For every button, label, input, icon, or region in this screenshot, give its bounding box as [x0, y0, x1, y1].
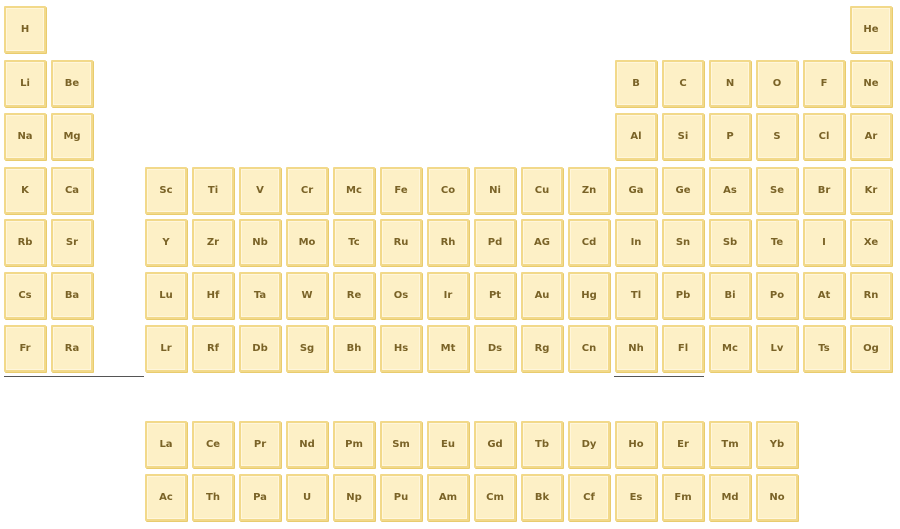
element-cell-cl[interactable]: Cl: [803, 113, 845, 160]
element-cell-ca[interactable]: Ca: [51, 167, 93, 214]
element-cell-ar[interactable]: Ar: [850, 113, 892, 160]
element-cell-tl[interactable]: Tl: [615, 272, 657, 319]
element-cell-ag[interactable]: AG: [521, 219, 563, 266]
element-cell-zr[interactable]: Zr: [192, 219, 234, 266]
element-cell-re[interactable]: Re: [333, 272, 375, 319]
element-cell-ts[interactable]: Ts: [803, 325, 845, 372]
element-cell-cs[interactable]: Cs: [4, 272, 46, 319]
element-cell-la[interactable]: La: [145, 421, 187, 468]
element-cell-np[interactable]: Np: [333, 474, 375, 521]
element-cell-i[interactable]: I: [803, 219, 845, 266]
element-cell-s[interactable]: S: [756, 113, 798, 160]
element-cell-k[interactable]: K: [4, 167, 46, 214]
element-cell-er[interactable]: Er: [662, 421, 704, 468]
element-cell-th[interactable]: Th: [192, 474, 234, 521]
element-cell-pa[interactable]: Pa: [239, 474, 281, 521]
element-cell-br[interactable]: Br: [803, 167, 845, 214]
element-cell-rb[interactable]: Rb: [4, 219, 46, 266]
element-cell-eu[interactable]: Eu: [427, 421, 469, 468]
element-cell-po[interactable]: Po: [756, 272, 798, 319]
element-cell-v[interactable]: V: [239, 167, 281, 214]
element-cell-lv[interactable]: Lv: [756, 325, 798, 372]
element-cell-tb[interactable]: Tb: [521, 421, 563, 468]
element-cell-pm[interactable]: Pm: [333, 421, 375, 468]
element-cell-o[interactable]: O: [756, 60, 798, 107]
element-cell-am[interactable]: Am: [427, 474, 469, 521]
element-cell-mg[interactable]: Mg: [51, 113, 93, 160]
element-cell-h[interactable]: H: [4, 6, 46, 53]
element-cell-zn[interactable]: Zn: [568, 167, 610, 214]
element-cell-md[interactable]: Md: [709, 474, 751, 521]
element-cell-ra[interactable]: Ra: [51, 325, 93, 372]
element-cell-bi[interactable]: Bi: [709, 272, 751, 319]
element-cell-ho[interactable]: Ho: [615, 421, 657, 468]
element-cell-lu[interactable]: Lu: [145, 272, 187, 319]
element-cell-li[interactable]: Li: [4, 60, 46, 107]
element-cell-hg[interactable]: Hg: [568, 272, 610, 319]
element-cell-se[interactable]: Se: [756, 167, 798, 214]
element-cell-as[interactable]: As: [709, 167, 751, 214]
element-cell-y[interactable]: Y: [145, 219, 187, 266]
element-cell-nd[interactable]: Nd: [286, 421, 328, 468]
element-cell-te[interactable]: Te: [756, 219, 798, 266]
element-cell-bk[interactable]: Bk: [521, 474, 563, 521]
element-cell-b[interactable]: B: [615, 60, 657, 107]
element-cell-tm[interactable]: Tm: [709, 421, 751, 468]
element-cell-mt[interactable]: Mt: [427, 325, 469, 372]
element-cell-pt[interactable]: Pt: [474, 272, 516, 319]
element-cell-ac[interactable]: Ac: [145, 474, 187, 521]
element-cell-ir[interactable]: Ir: [427, 272, 469, 319]
element-cell-hf[interactable]: Hf: [192, 272, 234, 319]
element-cell-n[interactable]: N: [709, 60, 751, 107]
element-cell-cf[interactable]: Cf: [568, 474, 610, 521]
element-cell-fl[interactable]: Fl: [662, 325, 704, 372]
element-cell-fm[interactable]: Fm: [662, 474, 704, 521]
element-cell-be[interactable]: Be: [51, 60, 93, 107]
element-cell-cd[interactable]: Cd: [568, 219, 610, 266]
element-cell-sr[interactable]: Sr: [51, 219, 93, 266]
element-cell-at[interactable]: At: [803, 272, 845, 319]
element-cell-mo[interactable]: Mo: [286, 219, 328, 266]
element-cell-gd[interactable]: Gd: [474, 421, 516, 468]
element-cell-nb[interactable]: Nb: [239, 219, 281, 266]
element-cell-cr[interactable]: Cr: [286, 167, 328, 214]
element-cell-sb[interactable]: Sb: [709, 219, 751, 266]
element-cell-os[interactable]: Os: [380, 272, 422, 319]
element-cell-co[interactable]: Co: [427, 167, 469, 214]
element-cell-ge[interactable]: Ge: [662, 167, 704, 214]
element-cell-cn[interactable]: Cn: [568, 325, 610, 372]
element-cell-bh[interactable]: Bh: [333, 325, 375, 372]
element-cell-lr[interactable]: Lr: [145, 325, 187, 372]
element-cell-au[interactable]: Au: [521, 272, 563, 319]
element-cell-fe[interactable]: Fe: [380, 167, 422, 214]
element-cell-cu[interactable]: Cu: [521, 167, 563, 214]
element-cell-nh[interactable]: Nh: [615, 325, 657, 372]
element-cell-na[interactable]: Na: [4, 113, 46, 160]
element-cell-pd[interactable]: Pd: [474, 219, 516, 266]
element-cell-sg[interactable]: Sg: [286, 325, 328, 372]
element-cell-f[interactable]: F: [803, 60, 845, 107]
element-cell-ni[interactable]: Ni: [474, 167, 516, 214]
element-cell-al[interactable]: Al: [615, 113, 657, 160]
element-cell-ds[interactable]: Ds: [474, 325, 516, 372]
element-cell-ga[interactable]: Ga: [615, 167, 657, 214]
element-cell-p[interactable]: P: [709, 113, 751, 160]
element-cell-rh[interactable]: Rh: [427, 219, 469, 266]
element-cell-tc[interactable]: Tc: [333, 219, 375, 266]
element-cell-rg[interactable]: Rg: [521, 325, 563, 372]
element-cell-xe[interactable]: Xe: [850, 219, 892, 266]
element-cell-no[interactable]: No: [756, 474, 798, 521]
element-cell-he[interactable]: He: [850, 6, 892, 53]
element-cell-ti[interactable]: Ti: [192, 167, 234, 214]
element-cell-yb[interactable]: Yb: [756, 421, 798, 468]
element-cell-sm[interactable]: Sm: [380, 421, 422, 468]
element-cell-sn[interactable]: Sn: [662, 219, 704, 266]
element-cell-pu[interactable]: Pu: [380, 474, 422, 521]
element-cell-rf[interactable]: Rf: [192, 325, 234, 372]
element-cell-db[interactable]: Db: [239, 325, 281, 372]
element-cell-mc[interactable]: Mc: [333, 167, 375, 214]
element-cell-c[interactable]: C: [662, 60, 704, 107]
element-cell-fr[interactable]: Fr: [4, 325, 46, 372]
element-cell-ba[interactable]: Ba: [51, 272, 93, 319]
element-cell-kr[interactable]: Kr: [850, 167, 892, 214]
element-cell-sc[interactable]: Sc: [145, 167, 187, 214]
element-cell-cm[interactable]: Cm: [474, 474, 516, 521]
element-cell-w[interactable]: W: [286, 272, 328, 319]
block-divider-line: [4, 376, 144, 377]
element-cell-ru[interactable]: Ru: [380, 219, 422, 266]
element-cell-og[interactable]: Og: [850, 325, 892, 372]
element-cell-ne[interactable]: Ne: [850, 60, 892, 107]
element-cell-ce[interactable]: Ce: [192, 421, 234, 468]
element-cell-u[interactable]: U: [286, 474, 328, 521]
element-cell-pr[interactable]: Pr: [239, 421, 281, 468]
element-cell-es[interactable]: Es: [615, 474, 657, 521]
element-cell-dy[interactable]: Dy: [568, 421, 610, 468]
element-cell-rn[interactable]: Rn: [850, 272, 892, 319]
element-cell-in[interactable]: In: [615, 219, 657, 266]
element-cell-pb[interactable]: Pb: [662, 272, 704, 319]
element-cell-ta[interactable]: Ta: [239, 272, 281, 319]
element-cell-mc[interactable]: Mc: [709, 325, 751, 372]
block-divider-line: [614, 376, 704, 377]
element-cell-hs[interactable]: Hs: [380, 325, 422, 372]
element-cell-si[interactable]: Si: [662, 113, 704, 160]
